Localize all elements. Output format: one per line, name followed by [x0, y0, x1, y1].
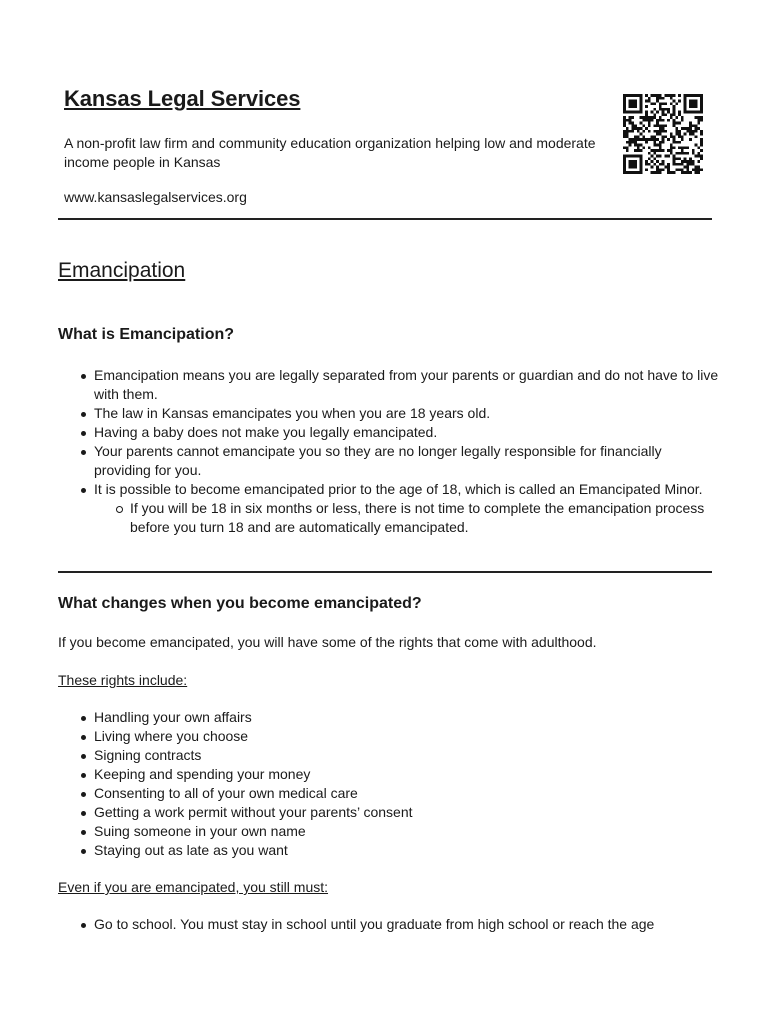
list-item: Staying out as late as you want	[94, 841, 719, 860]
list-item	[94, 480, 719, 537]
list-item: Getting a work permit without your parents’ consent	[94, 803, 719, 822]
list-item: Go to school. You must stay in school until you graduate from high school or reach the age	[94, 915, 719, 934]
section-divider	[58, 571, 712, 573]
intro-paragraph: If you become emancipated, you will have some of the rights that come with adulthood.	[58, 634, 597, 650]
obligations-label: Even if you are emancipated, you still must:	[58, 879, 329, 895]
section-heading-what-is: What is Emancipation?	[58, 326, 235, 343]
list-item: Keeping and spending your money	[94, 765, 719, 784]
sub-list-item: If you will be 18 in six months or less, there is not time to complete the emancipation process before you turn 18 and are automatically emancipated.	[130, 499, 719, 537]
org-description: A non-profit law firm and community education organization helping low and moderate income people in Kansas	[64, 135, 596, 170]
rights-label: These rights include:	[58, 672, 188, 688]
section-heading-what-changes: What changes when you become emancipated?	[58, 595, 422, 612]
header-divider	[58, 218, 712, 220]
emancipation-facts-list	[94, 366, 719, 537]
list-item: Having a baby does not make you legally emancipated.	[94, 423, 719, 442]
org-url-link[interactable]: www.kansaslegalservices.org	[64, 189, 247, 205]
list-item: Consenting to all of your own medical care	[94, 784, 719, 803]
page-title: Emancipation	[58, 259, 186, 282]
list-item: Handling your own affairs	[94, 708, 719, 727]
list-item-text: It is possible to become emancipated prior to the age of 18, which is called an Emancipated Minor.	[94, 481, 703, 497]
obligations-list	[94, 915, 719, 934]
list-item: The law in Kansas emancipates you when you are 18 years old.	[94, 404, 719, 423]
rights-list	[94, 708, 719, 860]
org-name: Kansas Legal Services	[64, 86, 301, 111]
list-item: Emancipation means you are legally separated from your parents or guardian and do not have to live with them.	[94, 367, 719, 402]
qr-code-icon	[623, 94, 703, 174]
list-item: Signing contracts	[94, 746, 719, 765]
sub-list	[130, 499, 719, 537]
list-item: Your parents cannot emancipate you so they are no longer legally responsible for financially providing for you.	[94, 442, 719, 480]
list-item: Suing someone in your own name	[94, 822, 719, 841]
list-item: Living where you choose	[94, 727, 719, 746]
